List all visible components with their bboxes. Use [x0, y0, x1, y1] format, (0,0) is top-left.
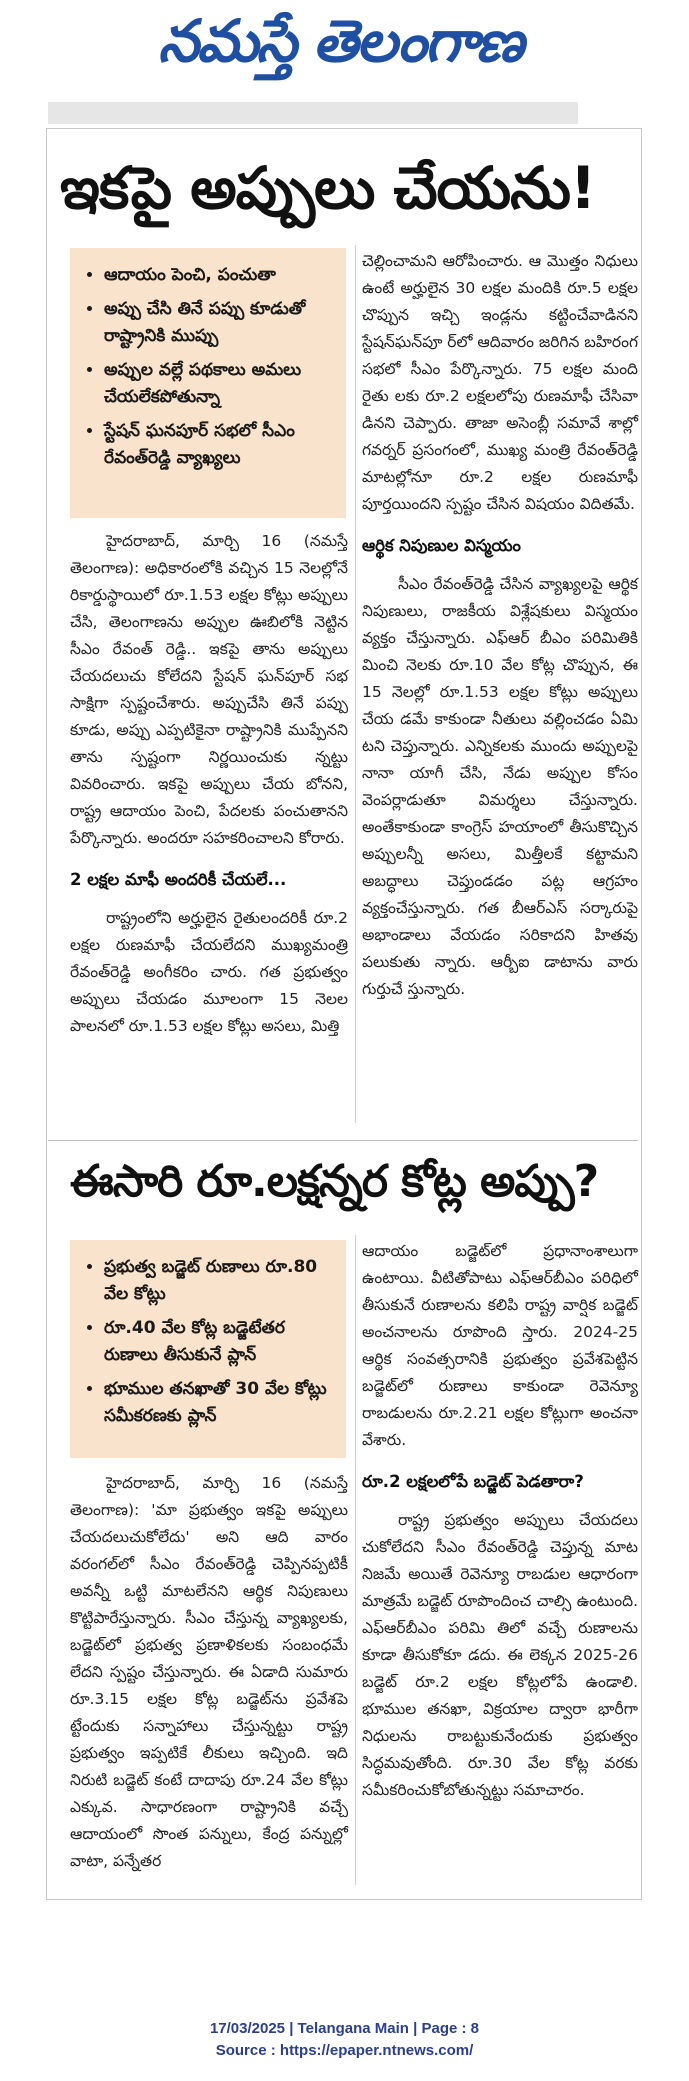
article-paragraph: రాష్ట్రంలోని అర్హులైన రైతులందరికీ రూ.2 లక్షల రుణమాఫీ చేయలేదని ముఖ్యమంత్రి రేవంత్‌రెడ్డి అంగీకరిం చారు. గత ప్రభుత్వం అప్పులు చేయడం మూలంగా 15 నెలల పాలనలో రూ.1.53 లక్షల కోట్లు అసలు, మిత్తి: [70, 909, 348, 1035]
article-2-headline: ఈసారి రూ.లక్షన్నర కోట్ల అప్పు?: [70, 1156, 599, 1207]
article-1-column-right: [362, 248, 638, 1017]
article-divider: [48, 1140, 638, 1141]
highlight-item: • ప్రభుత్వ బడ్జెట్ రుణాలు రూ.80 వేల కోట్లు: [104, 1254, 332, 1308]
article-subheading: రూ.2 లక్షలలోపే బడ్జెట్ పెడతారా?: [362, 1472, 584, 1491]
article-2-highlights-box: [70, 1240, 346, 1458]
article-subheading: 2 లక్షల మాఫీ అందరికీ చేయలే...: [70, 870, 287, 889]
highlight-item: • ఆదాయం పెంచి, పంచుతా: [104, 262, 332, 289]
masthead-logo: నమస్తే తెలంగాణ: [158, 7, 522, 75]
article-2-column-left: [70, 1470, 348, 1889]
highlight-item: • అప్పు చేసి తినే పప్పు కూడుతో రాష్ట్రానికి ముప్పు: [104, 296, 332, 350]
article-1-headline: ఇకపై అప్పులు చేయను!: [60, 154, 596, 222]
highlight-item: • భూముల తనఖాతో 30 వేల కోట్లు సమీకరణకు ప్లాన్: [104, 1376, 332, 1430]
footer-source-link[interactable]: Source : https://epaper.ntnews.com/: [215, 2042, 474, 2059]
footer-date-edition: 17/03/2025 | Telangana Main | Page : 8: [209, 2020, 480, 2037]
article-1-column-left: [70, 528, 348, 1054]
article-paragraph: హైదరాబాద్, మార్చి 16 (నమస్తే తెలంగాణ): 'మా ప్రభుత్వం ఇకపై అప్పులు చేయదలుచుకోలేదు' అని ఆది వారం వరంగల్‌లో సీఎం రేవంత్‌రెడ్డి చెప్పినప్పటికీ అవన్నీ ఒట్టి మాటలేనని ఆర్థిక నిపుణులు కొట్టిపారేస్తున్నారు. సీఎం చేస్తున్న వ్యాఖ్యలకు, బడ్జెట్‌లో ప్రభుత్వ ప్రణాళికలకు సంబంధమే లేదని స్పష్టం చేస్తున్నారు. ఈ ఏడాది సుమారు రూ.3.15 లక్షల కోట్ల బడ్జెట్‌ను ప్రవేశపె ట్టేందుకు సన్నాహాలు చేస్తున్నట్టు రాష్ట్ర ప్రభుత్వం ఇప్పటికే లీకులు ఇచ్చింది. ఇది నిరుటి బడ్జెట్ కంటే దాదాపు రూ.24 వేల కోట్లు ఎక్కువ. సాధారణంగా రాష్ట్రానికి వచ్చే ఆదాయంలో సొంత పన్నులు, కేంద్ర పన్నుల్లో వాటా, పన్నేతర: [70, 1474, 348, 1870]
article-paragraph: రాష్ట్ర ప్రభుత్వం అప్పులు చేయదలు చుకోలేదని సీఎం రేవంత్‌రెడ్డి చెప్తున్న మాట నిజమే అయితే రెవెన్యూ రాబడుల ఆధారంగా మాత్రమే బడ్జెట్ రూపొందించ చాల్సి ఉంటుంది. ఎఫ్‌ఆర్‌బీఎం పరిమి తిలో వచ్చే రుణాలను కూడా తీసుకోకూ డదు. ఈ లెక్కన 2025-26 బడ్జెట్ రూ.2 లక్షల కోట్లలోపే ఉండాలి. భూముల తనఖా, విక్రయాల ద్వారా భారీగా నిధులను రాబట్టుకునేందుకు ప్రభుత్వం సిద్ధమవుతోంది. రూ.30 వేల కోట్ల వరకు సమీకరించుకోబోతున్నట్టు సమాచారం.: [362, 1511, 638, 1799]
article-paragraph: సీఎం రేవంత్‌రెడ్డి చేసిన వ్యాఖ్యలపై ఆర్థిక నిపుణులు, రాజకీయ విశ్లేషకులు విస్మయం వ్యక్తం చేస్తున్నారు. ఎఫ్‌ఆర్ బీఎం పరిమితికి మించి నెలకు రూ.10 వేల కోట్ల చొప్పున, ఈ 15 నెలల్లో రూ.1.53 లక్షల కోట్లు అప్పులు చేయ డమే కాకుండా నీతులు వల్లించడం ఏమి టని చెప్తున్నారు. ఎన్నికలకు ముందు అప్పులపై నానా యాగీ చేసి, నేడు అప్పుల కోసం వెంపర్లాడుతూ విమర్శలు చేస్తున్నారు. అంతేకాకుండా కాంగ్రెస్ హయాంలో తీసుకొచ్చిన అప్పులన్నీ అసలు, మిత్తీలకే కట్టామని అబద్ధాలు చెప్తుండడం పట్ల ఆగ్రహం వ్యక్తంచేస్తున్నారు. గత బీఆర్‌ఎస్ సర్కారుపై అభాండాలు వేయడం సరికాదని హితవు పలుకుతు న్నారు. ఆర్బీఐ డాటాను వారు గుర్తుచే స్తున్నారు.: [362, 575, 638, 998]
highlight-item: • రూ.40 వేల కోట్ల బడ్జెటేతర రుణాలు తీసుకునే ప్లాన్: [104, 1315, 332, 1369]
highlight-item: • అప్పుల వల్లే పథకాలు అమలు చేయలేకపోతున్నా: [104, 357, 332, 411]
article-1-highlights-box: [70, 248, 346, 518]
page-footer: [0, 2018, 689, 2062]
column-divider: [355, 245, 356, 1123]
column-divider: [355, 1235, 356, 1885]
article-subheading: ఆర్థిక నిపుణుల విస్మయం: [362, 536, 521, 555]
article-paragraph: ఆదాయం బడ్జెట్‌లో ప్రధానాంశాలుగా ఉంటాయి. వీటితోపాటు ఎఫ్‌ఆర్‌బీఎం పరిధిలో తీసుకునే రుణాలను కలిపి రాష్ట్ర వార్షిక బడ్జెట్ అంచనాలను రూపొంది స్తారు. 2024-25 ఆర్థిక సంవత్సరానికి ప్రభుత్వం ప్రవేశపెట్టిన బడ్జెట్‌లో రుణాలు కాకుండా రెవెన్యూ రాబడులను రూ.2.21 లక్షల కోట్లుగా అంచనా వేశారు.: [362, 1242, 638, 1449]
header-strip: [48, 102, 578, 124]
article-2-column-right: [362, 1238, 638, 1818]
article-paragraph: హైదరాబాద్, మార్చి 16 (నమస్తే తెలంగాణ): అధికారంలోకి వచ్చిన 15 నెలల్లోనే రికార్డుస్థాయిలో రూ.1.53 లక్షల కోట్లు అప్పులు చేసి, తెలంగాణను అప్పుల ఊబిలోకి నెట్టిన సీఎం రేవంత్ రెడ్డి.. ఇకపై తాను అప్పులు చేయదలుచు కోలేదని స్టేషన్ ఘన్‌పూర్ సభ సాక్షిగా స్పష్టంచేశారు. అప్పుచేసి తినే పప్పు కూడు, అప్పు ఎప్పటికైనా రాష్ట్రానికి ముప్పేనని తాను స్పష్టంగా నిర్ణయించుకు న్నట్టు వివరించారు. ఇకపై అప్పులు చేయ బోనని, రాష్ట్ర ఆదాయం పెంచి, పేదలకు పంచుతానని పేర్కొన్నారు. అందరూ సహకరించాలని కోరారు.: [70, 532, 348, 847]
article-paragraph: చెల్లించామని ఆరోపించారు. ఆ మొత్తం నిధులు ఉంటే అర్హులైన 30 లక్షల మందికి రూ.5 లక్షల చొప్పున ఇచ్చి ఇండ్లను కట్టించేవాడినని స్టేషన్‌ఘన్‌పూ ర్‌లో ఆదివారం జరిగిన బహిరంగ సభలో సీఎం పేర్కొన్నారు. 75 లక్షల మంది రైతు లకు రూ.2 లక్షలలోపు రుణమాఫీ చేసివా డినని చెప్పారు. తాజా అసెంబ్లీ సమావే శాల్లో గవర్నర్ ప్రసంగంలో, ముఖ్య మంత్రి రేవంత్‌రెడ్డి మాటల్లోనూ రూ.2 లక్షల రుణమాఫీ పూర్తయిందని స్పష్టం చేసిన విషయం విదితమే.: [362, 252, 639, 513]
highlight-item: • స్టేషన్ ఘనపూర్ సభలో సీఎం రేవంత్‌రెడ్డి వ్యాఖ్యలు: [104, 418, 332, 472]
